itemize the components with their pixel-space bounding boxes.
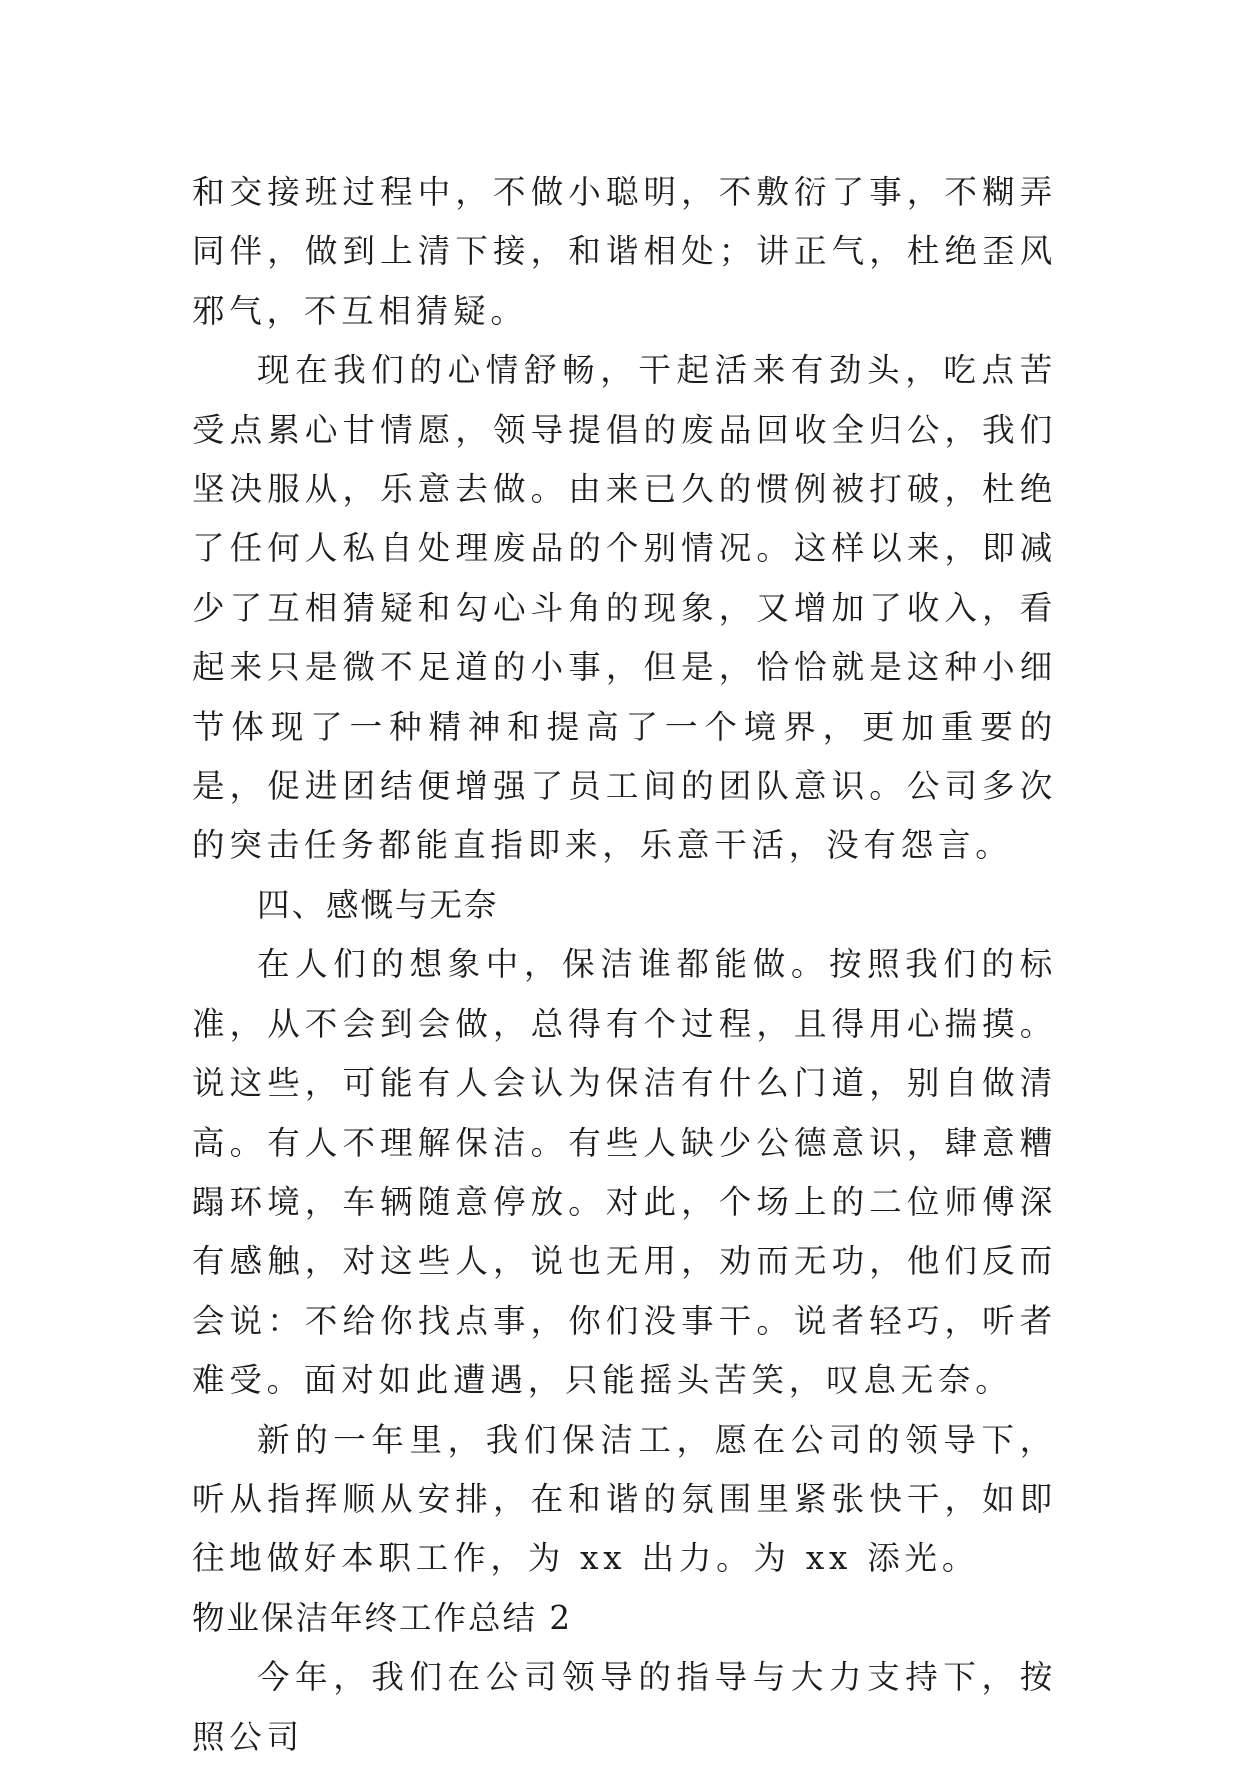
paragraph-2: 现在我们的心情舒畅，干起活来有劲头，吃点苦受点累心甘情愿，领导提倡的废品回收全归公，我们坚决服从，乐意去做。由来已久的惯例被打破，杜绝了任何人私自处理废品的个别情况。这样以来，即减少了互相猜疑和勾心斗角的现象，又增加了收入，看起来只是微不足道的小事，但是，恰恰就是这种小细节体现了一种精神和提高了一个境界，更加重要的是，促进团结便增强了员工间的团队意识。公司多次的突击任务都能直指即来，乐意干活，没有怨言。 [192,351,1057,865]
paragraph-5: 今年，我们在公司领导的指导与大力支持下，按照公司 [192,1658,1057,1756]
document-title-2: 物业保洁年终工作总结 2 [192,1598,573,1637]
document-body [192,163,1057,1767]
paragraph-3: 在人们的想象中，保洁谁都能做。按照我们的标准，从不会到会做，总得有个过程，且得用心揣摸。说这些，可能有人会认为保洁有什么门道，别自做清高。有人不理解保洁。有些人缺少公德意识，肆意糟蹋环境，车辆随意停放。对此，个场上的二位师傅深有感触，对这些人，说也无用，劝而无功，他们反而会说：不给你找点事，你们没事干。说者轻巧，听者难受。面对如此遭遇，只能摇头苦笑，叹息无奈。 [192,945,1057,1400]
paragraph-4: 新的一年里，我们保洁工，愿在公司的领导下，听从指挥顺从安排，在和谐的氛围里紧张快干，如即往地做好本职工作，为 xx 出力。为 xx 添光。 [192,1420,1057,1578]
paragraph-1: 和交接班过程中，不做小聪明，不敷衍了事，不糊弄同伴，做到上清下接，和谐相处；讲正气，杜绝歪风邪气，不互相猜疑。 [192,173,1057,330]
section-heading: 四、感慨与无奈 [257,885,499,924]
